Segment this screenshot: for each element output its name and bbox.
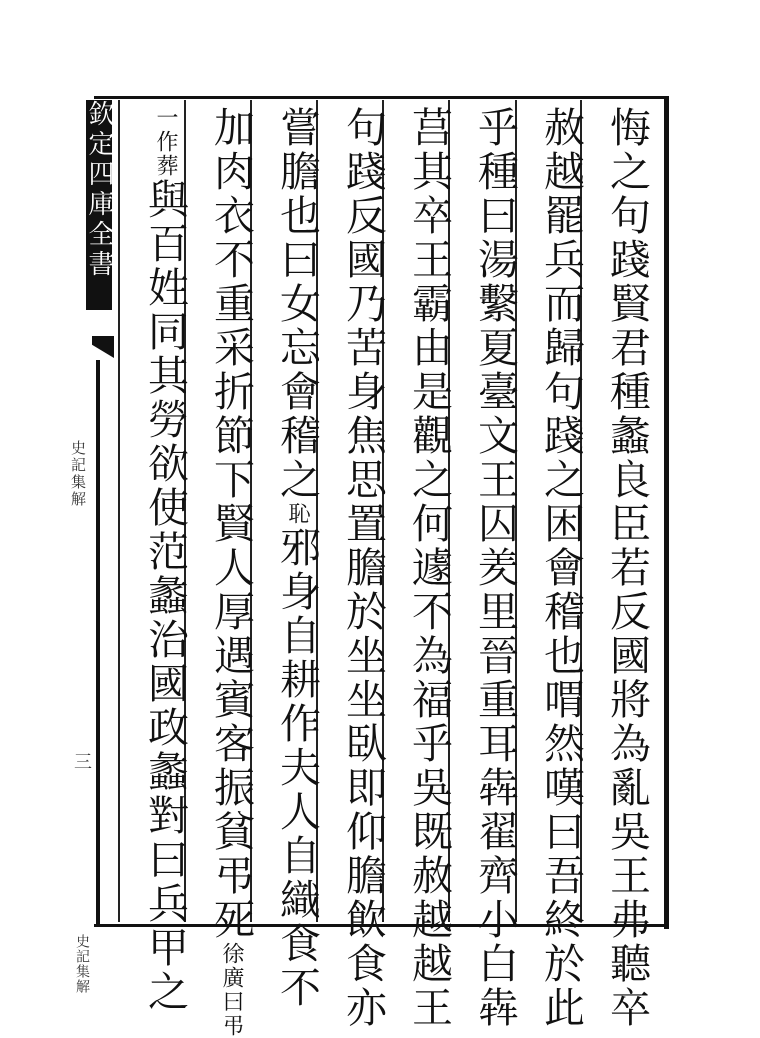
text-column-5: 句踐反國乃苦身焦思置膽於坐坐臥即仰膽飲食亦: [339, 106, 387, 1030]
column-rule: [118, 100, 120, 922]
column-text: 邪身自耕作夫人自織食不: [273, 526, 321, 1010]
text-column-4: 莒其卒王霸由是觀之何遽不為福乎吳既赦越越王: [405, 106, 453, 1030]
text-column-3: 乎種曰湯繫夏臺文王囚羑里晉重耳犇翟齊小白犇: [471, 106, 519, 1030]
annotation-note: 一作葬: [153, 106, 178, 178]
frame-left-rule: [96, 360, 100, 926]
text-column-2: 赦越罷兵而歸句踐之困會稽也喟然嘆曰吾終於此: [537, 106, 585, 1030]
column-text: 與百姓同其勞欲使范蠡治國政蠡對曰兵甲之: [141, 178, 189, 1014]
annotation-note: 徐廣曰弔: [219, 942, 244, 1038]
text-column-1: 悔之句踐賢君種蠡良臣若反國將為亂吳王弗聽卒: [603, 106, 651, 1030]
page-number: 三: [71, 752, 92, 770]
text-column-8: [136, 106, 194, 1014]
annotation-note: 恥: [285, 502, 310, 526]
column-text: 嘗膽也曰女忘會稽之: [273, 106, 321, 502]
text-column-7: [202, 106, 260, 1038]
book-title: 欽定四庫全書: [84, 100, 114, 280]
text-column-6: [268, 106, 326, 1010]
side-label: 史記集解: [69, 440, 87, 508]
column-text: 加肉衣不重采折節下賢人厚遇賓客振貧弔死: [207, 106, 255, 942]
bottom-label: 史記集解: [74, 934, 90, 994]
